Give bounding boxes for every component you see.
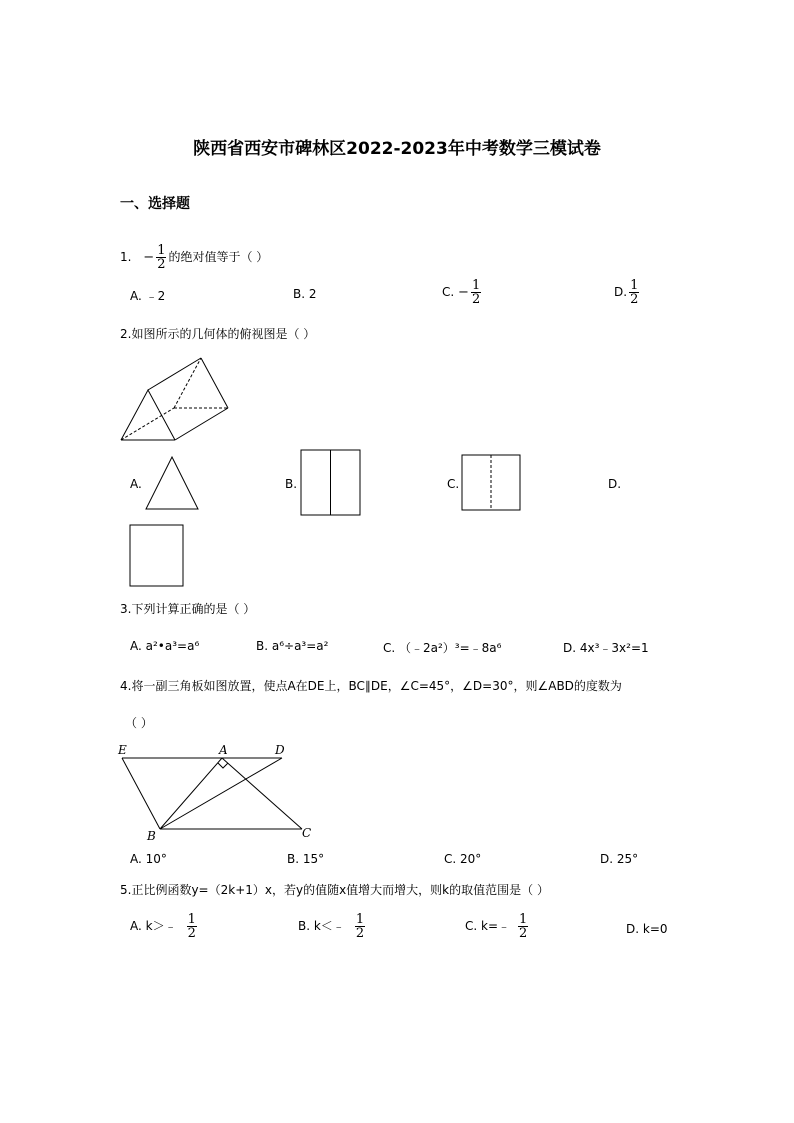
- minus-sign: −: [143, 250, 155, 265]
- q1-option-a[interactable]: A. ﹣2: [130, 289, 166, 303]
- fraction: $\frac{1}{2}$: [355, 912, 365, 941]
- q2-option-d-label[interactable]: D.: [608, 477, 622, 491]
- q5-option-c[interactable]: [465, 913, 530, 940]
- option-label: C. k=﹣: [465, 919, 511, 933]
- q2-option-a-label[interactable]: A.: [130, 477, 142, 491]
- minus-sign: −: [458, 285, 469, 300]
- q5-option-d[interactable]: D. k=0: [626, 922, 668, 936]
- q1-option-b[interactable]: B. 2: [293, 287, 317, 301]
- question-4-stem-line2: （ ）: [125, 716, 153, 730]
- fraction: $\frac{1}{2}$: [187, 912, 196, 941]
- fraction: $\frac{1}{2}$: [471, 278, 481, 307]
- page-title: 陕西省西安市碑林区2022-2023年中考数学三模试卷: [193, 139, 601, 159]
- option-label: C.: [442, 285, 455, 299]
- option-label: B. k＜﹣: [298, 919, 345, 933]
- question-1-stem: [120, 244, 268, 271]
- q4-option-d[interactable]: D. 25°: [600, 852, 639, 866]
- option-label: A. k＞﹣: [130, 919, 177, 933]
- q3-option-c[interactable]: C. （﹣2a²）³=﹣8a⁶: [383, 641, 502, 655]
- question-text: 的绝对值等于（ ）: [168, 250, 269, 264]
- q1-option-c[interactable]: [442, 279, 483, 306]
- point-label-a: A: [219, 743, 228, 757]
- q2-option-c-label[interactable]: C.: [447, 477, 460, 491]
- option-label: D.: [614, 285, 628, 299]
- triangle-icon[interactable]: [144, 455, 200, 511]
- question-5-stem: 5.正比例函数y=（2k+1）x，若y的值随x值增大而增大，则k的取值范围是（ ）: [120, 883, 549, 897]
- q5-option-b[interactable]: [298, 913, 367, 940]
- point-label-b: B: [147, 829, 156, 843]
- q3-option-b[interactable]: B. a⁶÷a³=a²: [256, 639, 329, 653]
- q3-option-a[interactable]: A. a²•a³=a⁶: [130, 639, 200, 653]
- point-label-c: C: [302, 826, 312, 840]
- fraction: $\frac{1}{2}$: [519, 912, 528, 941]
- q4-option-b[interactable]: B. 15°: [287, 852, 325, 866]
- question-2-stem: 2.如图所示的几何体的俯视图是（ ）: [120, 327, 316, 341]
- triangle-set-figure: [112, 740, 322, 844]
- fraction: $\frac{1}{2}$: [157, 243, 166, 272]
- q4-option-a[interactable]: A. 10°: [130, 852, 167, 866]
- split-rectangle-icon[interactable]: [300, 449, 362, 517]
- dashed-rectangle-icon[interactable]: [461, 454, 522, 512]
- question-number: 1.: [120, 250, 132, 264]
- q2-option-b-label[interactable]: B.: [285, 477, 298, 491]
- q5-option-a[interactable]: [130, 913, 199, 940]
- q4-option-c[interactable]: C. 20°: [444, 852, 482, 866]
- point-label-d: D: [275, 743, 285, 757]
- prism-figure: [115, 355, 235, 445]
- question-3-stem: 3.下列计算正确的是（ ）: [120, 602, 256, 616]
- section-heading: 一、选择题: [120, 196, 190, 212]
- q3-option-d[interactable]: D. 4x³﹣3x²=1: [563, 641, 649, 655]
- rectangle-icon[interactable]: [129, 524, 185, 588]
- point-label-e: E: [118, 743, 127, 757]
- q1-option-d[interactable]: [614, 279, 641, 306]
- question-4-stem-line1: 4.将一副三角板如图放置，使点A在DE上，BC∥DE，∠C=45°，∠D=30°，则∠ABD的度数为: [120, 679, 622, 693]
- fraction: $\frac{1}{2}$: [630, 278, 639, 307]
